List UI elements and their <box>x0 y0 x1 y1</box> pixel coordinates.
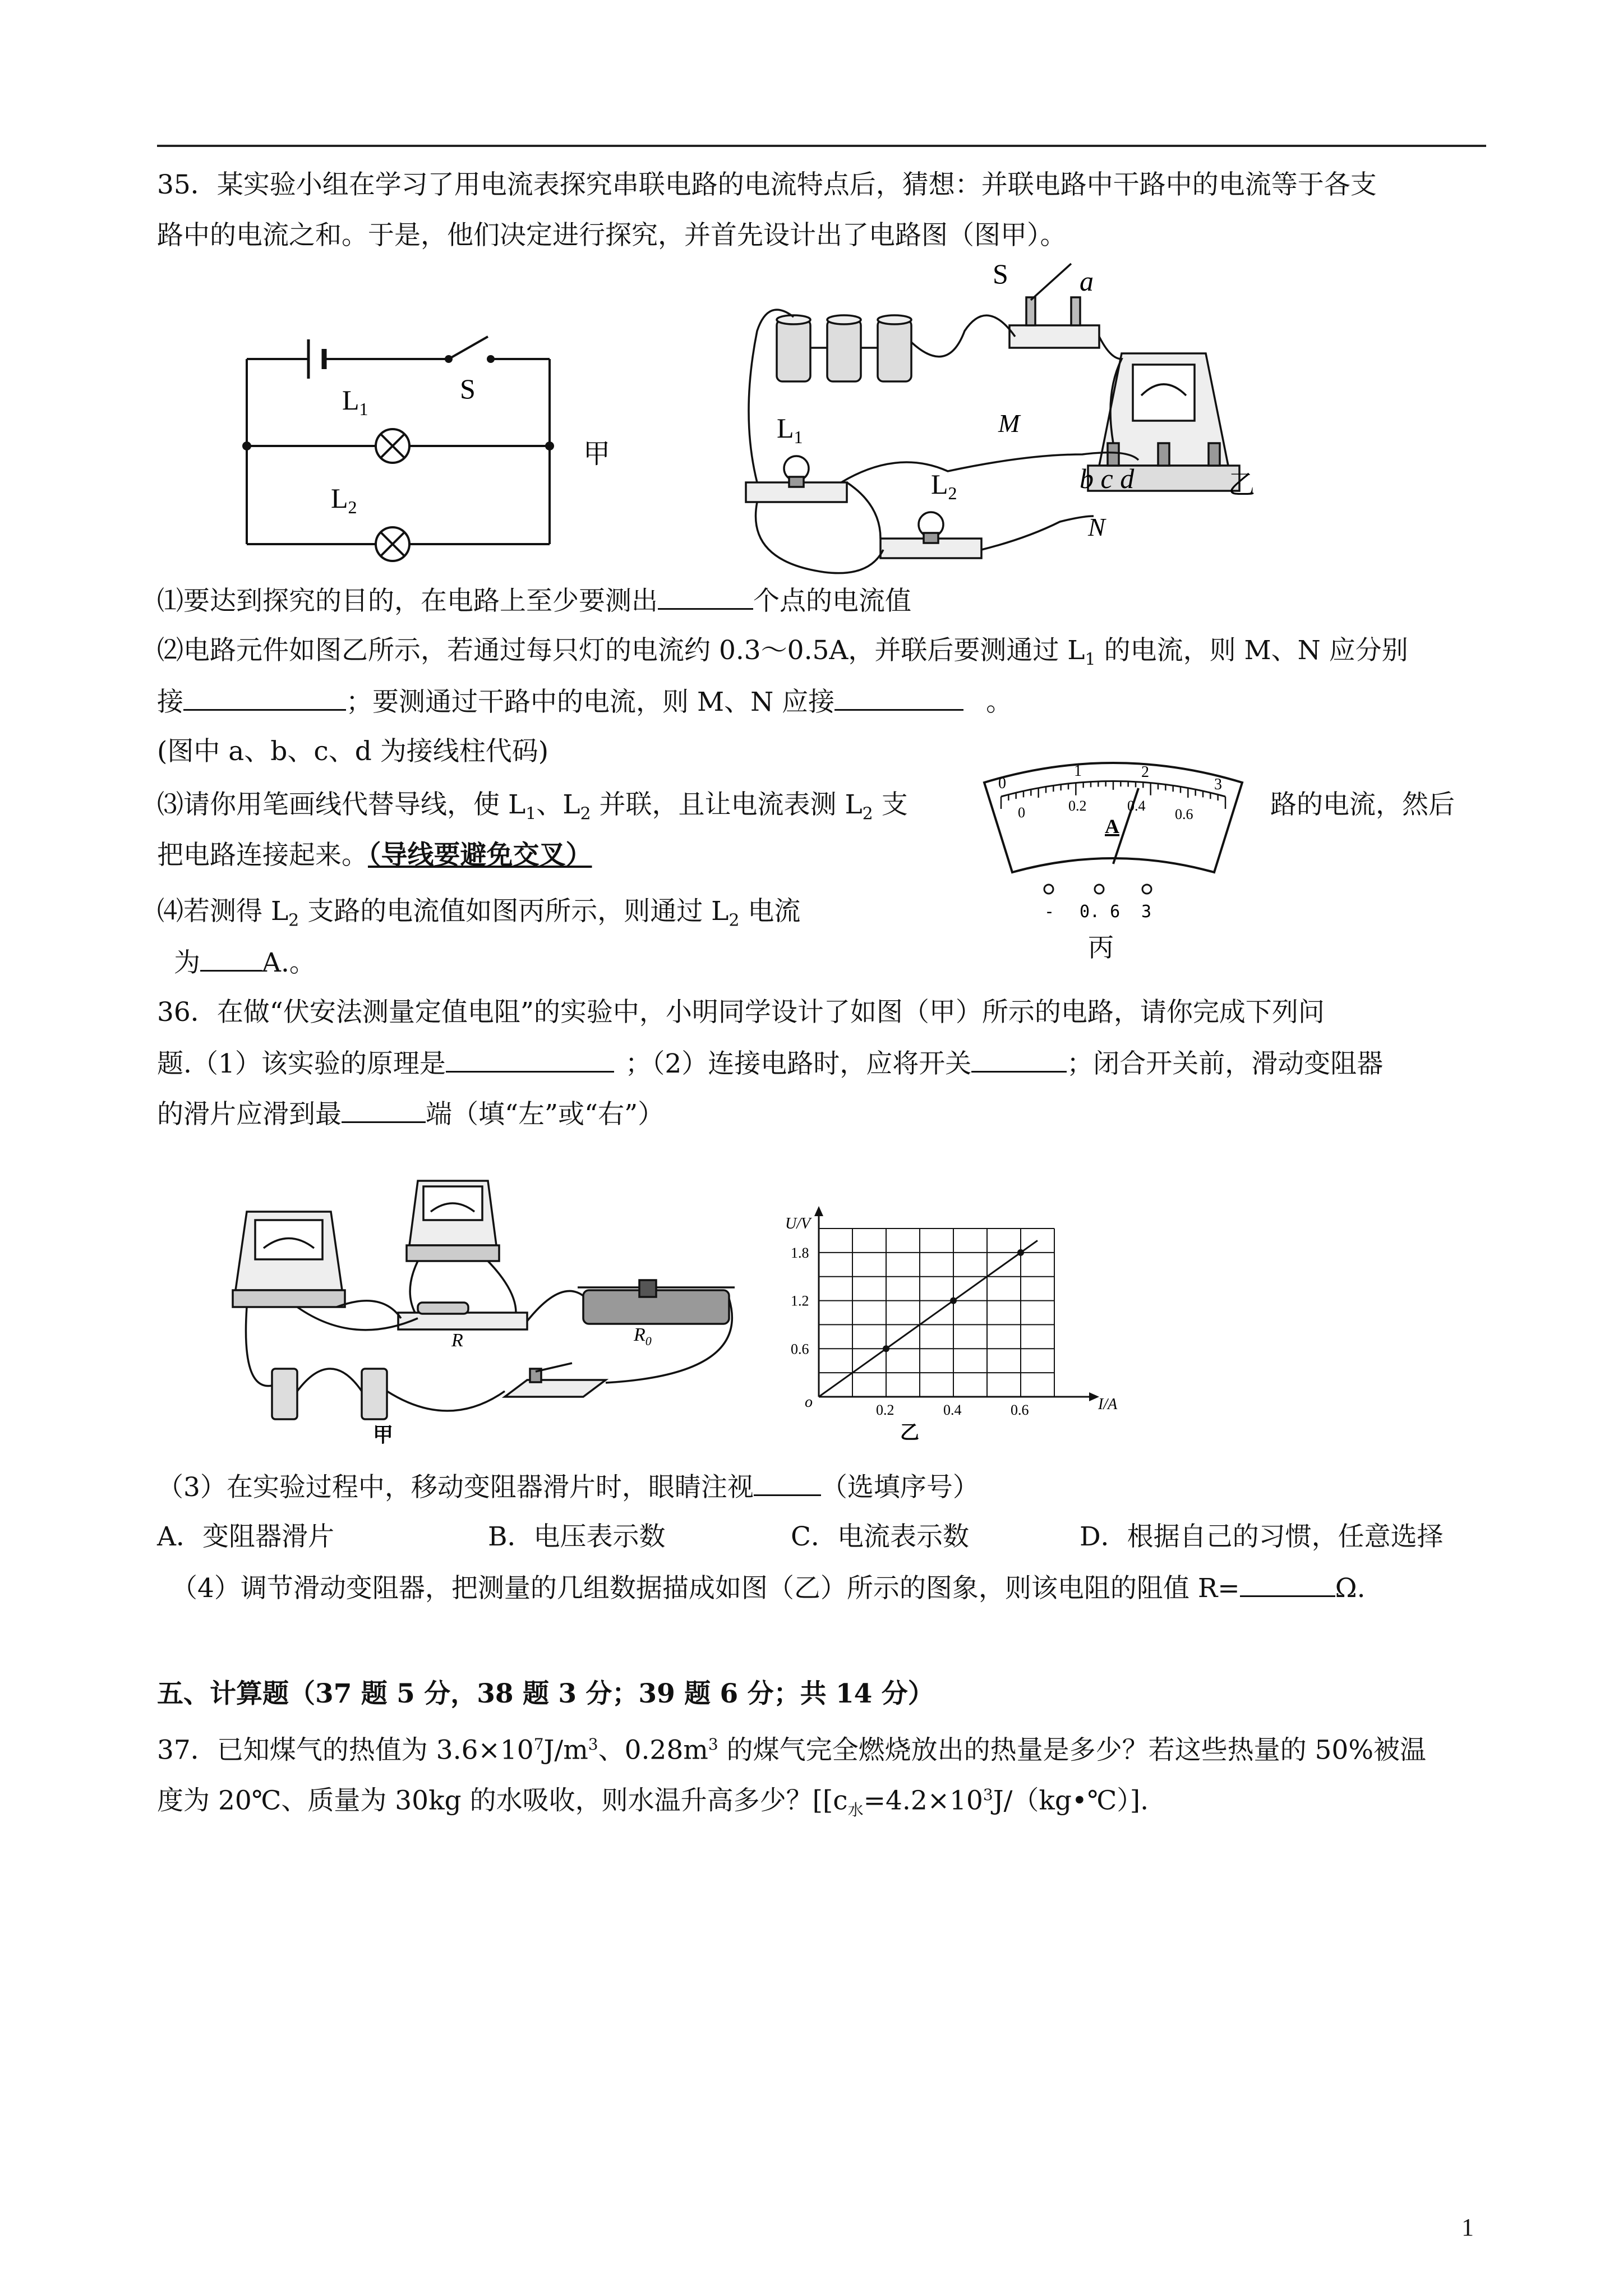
yi-L1-label: $L_1$ <box>777 412 803 447</box>
page-number: 1 <box>1461 2214 1474 2241</box>
y-tick-label: 1.8 <box>791 1244 809 1261</box>
q35-part4-line1: ⑷若测得 $L_2$ 支路的电流值如图丙所示，则通过 $L_2$ 电流 <box>157 896 801 931</box>
fig36-jia-caption: 甲 <box>373 1423 394 1447</box>
yi-a-label: a <box>1080 265 1094 297</box>
x-tick-label: 0.6 <box>1011 1402 1029 1418</box>
yi-L2-label: $L_2$ <box>931 468 957 503</box>
figure36-jia-apparatus <box>224 1178 757 1447</box>
q36-option-A: A．变阻器滑片 <box>157 1521 334 1552</box>
answer-blank-7[interactable] <box>342 1097 426 1123</box>
answer-blank-8[interactable] <box>754 1470 821 1496</box>
outer-tick-2: 2 <box>1141 763 1149 781</box>
q36-option-D: D．根据自己的习惯，任意选择 <box>1080 1521 1444 1552</box>
figure-jia-circuit <box>236 314 611 561</box>
header-rule <box>157 145 1486 147</box>
q35-part1: ⑴要达到探究的目的，在电路上至少要测出 个点的电流值 <box>157 583 911 618</box>
answer-blank-9[interactable] <box>1240 1571 1335 1597</box>
y-tick-label: 1.2 <box>791 1292 809 1309</box>
jia-L2-label: $L_2$ <box>331 482 357 517</box>
data-point <box>950 1297 957 1304</box>
chart-xlabel: I/A <box>1098 1396 1118 1413</box>
q35-part2-note: (图中 a、b、c、d 为接线柱代码) <box>157 736 549 767</box>
q35-line2: 路中的电流之和。于是，他们决定进行探究，并首先设计出了电路图（图甲）。 <box>157 220 1067 251</box>
q35-part3-tail: 路的电流，然后 <box>1270 789 1455 820</box>
unit-A-label: A <box>1105 815 1119 838</box>
R0-label: $R_0$ <box>634 1324 652 1348</box>
yi-bcd-label: b c d <box>1080 463 1135 494</box>
inner-tick-3: 0.6 <box>1175 806 1193 822</box>
q35-part2-line1: ⑵电路元件如图乙所示，若通过每只灯的电流约 0.3～0.5A，并联后要测通过 $L_1$ 的电流，则 M、N 应分别 <box>157 635 1408 670</box>
q36-option-C: C．电流表示数 <box>791 1521 969 1552</box>
outer-tick-0: 0 <box>998 775 1006 792</box>
terminal-neg: - <box>1044 902 1055 922</box>
q37-line1: 37．已知煤气的热值为 $3.6\times 10^7J/m^3$、$0.28m^3$ 的煤气完全燃烧放出的热量是多少？若这些热量的 50%被温 <box>157 1734 1426 1766</box>
x-tick-label: 0.4 <box>943 1402 962 1418</box>
q36-option-B: B．电压表示数 <box>488 1521 666 1552</box>
answer-blank-4[interactable] <box>200 945 262 972</box>
answer-blank-2[interactable] <box>183 684 346 711</box>
chart-origin: o <box>805 1393 813 1411</box>
bing-caption: 丙 <box>1088 932 1114 963</box>
fig36-yi-caption: 乙 <box>900 1421 919 1444</box>
q36-line3: 的滑片应滑到最 端（填“左”或“右”） <box>157 1097 664 1131</box>
answer-blank-3[interactable] <box>834 684 963 711</box>
q35-part4-line2: 为 A.。 <box>174 945 316 980</box>
section5-title: 五、计算题（37 题 5 分，38 题 3 分；39 题 6 分；共 14 分） <box>157 1678 934 1709</box>
avoid-crossing-note: （导线要避免交叉） <box>368 840 592 871</box>
data-point <box>883 1345 889 1352</box>
answer-blank-5[interactable] <box>446 1046 614 1073</box>
x-tick-label: 0.2 <box>876 1402 895 1418</box>
inner-tick-0: 0 <box>1018 804 1025 821</box>
terminal-3: 3 <box>1141 902 1152 922</box>
y-tick-label: 0.6 <box>791 1341 809 1358</box>
outer-tick-3: 3 <box>1214 776 1222 793</box>
yi-S-label: S <box>993 258 1008 289</box>
data-point <box>1017 1249 1024 1256</box>
q35-part3-line2: 把电路连接起来。（导线要避免交叉） <box>157 840 592 871</box>
inner-tick-1: 0.2 <box>1068 798 1087 814</box>
terminal-06: 0. 6 <box>1080 902 1121 922</box>
q36-part4: （4）调节滑动变阻器，把测量的几组数据描成如图（乙）所示的图象，则该电阻的阻值 R= Ω. <box>171 1571 1366 1605</box>
q35-part3-line1: ⑶请你用笔画线代替导线，使 $L_1$、$L_2$ 并联，且让电流表测 $L_2$ 支 <box>157 789 908 824</box>
jia-L1-label: $L_1$ <box>342 384 368 419</box>
figure-yi-components <box>735 247 1295 583</box>
q36-line1: 36．在做“伏安法测量定值电阻”的实验中，小明同学设计了如图（甲）所示的电路，请你完成下列问 <box>157 997 1325 1028</box>
q35-line1: 35．某实验小组在学习了用电流表探究串联电路的电流特点后，猜想：并联电路中干路中的电流等于各支 <box>157 169 1377 200</box>
figure-bing-ammeter <box>979 754 1248 968</box>
R-label: R <box>451 1330 463 1351</box>
answer-blank-6[interactable] <box>971 1046 1067 1073</box>
yi-M-label: M <box>998 409 1020 438</box>
answer-blank-1[interactable] <box>658 583 753 610</box>
jia-S-label: S <box>460 373 476 404</box>
yi-caption: 乙 <box>1228 469 1256 500</box>
chart-ylabel: U/V <box>785 1215 811 1232</box>
yi-N-label: N <box>1088 513 1105 541</box>
series-line <box>819 1240 1038 1397</box>
inner-tick-2: 0.4 <box>1127 798 1146 814</box>
jia-caption: 甲 <box>583 438 611 470</box>
figure36-yi-chart <box>774 1206 1122 1447</box>
q36-line2: 题.（1）该实验的原理是 ；（2）连接电路时，应将开关 ；闭合开关前，滑动变阻器 <box>157 1046 1383 1081</box>
y-axis-arrow <box>814 1206 823 1216</box>
q35-part2-line2: 接 ；要测通过干路中的电流，则 M、N 应接 。 <box>157 684 1012 719</box>
outer-tick-1: 1 <box>1074 762 1082 780</box>
q37-line2: 度为 20℃、质量为 30kg 的水吸收，则水温升高多少？[$[c_水=4.2\times 10^3J/(kg•℃)]$. <box>157 1785 1149 1820</box>
q36-part3: （3）在实验过程中，移动变阻器滑片时，眼睛注视 （选填序号） <box>157 1470 979 1504</box>
